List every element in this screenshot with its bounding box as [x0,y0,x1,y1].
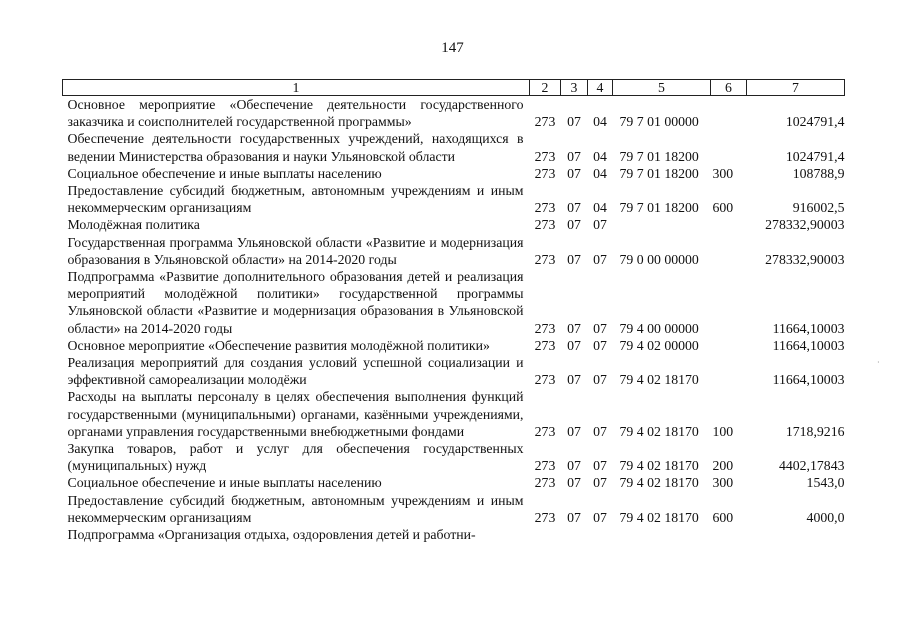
amount: 1718,9216 [785,423,845,439]
admin-code: 273 [534,458,556,474]
table-row [63,492,845,526]
target-article-code: 79 4 00 00000 [619,320,699,336]
item-name: Молодёжная политика [67,217,200,233]
target-article-code [613,216,711,233]
section-code: 07 [567,200,581,216]
admin-code: 273 [534,251,556,267]
table-row [63,388,845,440]
section-code: 07 [567,423,581,439]
admin-code: 273 [534,423,556,439]
item-name: Предоставление субсидий бюджетным, автономным учреждениям и иным некоммерческим организациям [67,183,524,216]
table-row [63,216,845,233]
table-row [63,354,845,388]
expense-type-code [711,526,747,543]
subsection-code: 04 [593,148,607,164]
amount: 108788,9 [792,165,845,181]
subsection-code: 07 [593,372,607,388]
item-name: Государственная программа Ульяновской области «Развитие и модернизация образования в Ульяновской области» на 2014-2020 годы [67,234,524,267]
section-code: 07 [567,475,581,491]
amount: 11664,10003 [772,372,845,388]
admin-code: 273 [534,217,556,233]
target-article-code: 79 7 01 18200 [619,148,699,164]
admin-code: 273 [534,165,556,181]
amount: 4402,17843 [778,458,845,474]
subsection-code: 07 [593,320,607,336]
item-name: Закупка товаров, работ и услуг для обеспечения государственных (муниципальных) нужд [67,441,524,474]
amount: 11664,10003 [772,320,845,336]
margin-mark: · [877,358,880,367]
expense-type-code: 100 [712,423,734,439]
table-row [63,96,845,131]
expense-type-code [711,354,747,388]
item-name: Предоставление субсидий бюджетным, автономным учреждениям и иным некоммерческим организациям [67,492,524,525]
item-name: Подпрограмма «Развитие дополнительного образования детей и реализация мероприятий молодёжной политики» государственной программы Ульяновской области «Развитие и модернизация образования в Ульяновской области» на 2014-2020 годы [67,269,524,336]
subsection-code [588,526,613,543]
amount: 1024791,4 [785,114,845,130]
page-number: 147 [441,40,464,56]
expense-type-code [711,337,747,354]
section-code: 07 [567,320,581,336]
subsection-code: 07 [593,251,607,267]
expense-type-code: 600 [712,509,734,525]
header-cell-7: 7 [747,80,845,96]
subsection-code: 04 [593,114,607,130]
admin-code: 273 [534,320,556,336]
item-name: Основное мероприятие «Обеспечение развития молодёжной политики» [67,337,490,353]
budget-table [62,79,845,543]
target-article-code: 79 0 00 00000 [619,251,699,267]
item-name: Реализация мероприятий для создания условий успешной социализации и эффективной самореализации молодёжи [67,355,524,388]
expense-type-code [711,96,747,131]
subsection-code: 07 [593,509,607,525]
amount: 4000,0 [806,509,845,525]
subsection-code: 07 [593,475,607,491]
table-row [63,337,845,354]
section-code: 07 [567,372,581,388]
target-article-code: 79 4 02 18170 [619,423,699,439]
subsection-code: 04 [593,165,607,181]
admin-code: 273 [534,114,556,130]
table-header [63,80,845,96]
item-name: Расходы на выплаты персоналу в целях обеспечения выполнения функций государственными (муниципальными) органами, казёнными учреждениями, органами управления государственными внебюджетными фондами [67,389,524,439]
table-row [63,268,845,337]
admin-code: 273 [534,509,556,525]
subsection-code: 07 [593,458,607,474]
section-code: 07 [567,251,581,267]
subsection-code: 07 [593,423,607,439]
section-code: 07 [567,165,581,181]
item-name: Подпрограмма «Организация отдыха, оздоровления детей и работни- [67,527,476,543]
table-row [63,474,845,491]
subsection-code: 07 [593,217,607,233]
expense-type-code [711,216,747,233]
subsection-code: 07 [593,337,607,353]
item-name: Социальное обеспечение и иные выплаты населению [67,165,382,181]
expense-type-code [711,130,747,164]
target-article-code: 79 4 02 18170 [619,509,699,525]
section-code: 07 [567,458,581,474]
admin-code [530,526,561,543]
expense-type-code: 300 [712,165,734,181]
amount: 1543,0 [806,475,845,491]
target-article-code: 79 7 01 00000 [619,114,699,130]
expense-type-code: 200 [712,458,734,474]
item-name: Основное мероприятие «Обеспечение деятельности государственного заказчика и соисполнителей государственной программы» [67,97,524,130]
expense-type-code [711,268,747,337]
subsection-code: 04 [593,200,607,216]
table-row [63,526,845,543]
admin-code: 273 [534,148,556,164]
amount: 11664,10003 [772,337,845,353]
admin-code: 273 [534,337,556,353]
item-name: Обеспечение деятельности государственных учреждений, находящихся в ведении Министерства образования и науки Ульяновской области [67,131,524,164]
expense-type-code: 600 [712,200,734,216]
header-cell-3: 3 [561,80,588,96]
target-article-code: 79 7 01 18200 [619,200,699,216]
section-code: 07 [567,509,581,525]
amount: 916002,5 [792,200,845,216]
amount: 278332,90003 [765,251,845,267]
item-name: Социальное обеспечение и иные выплаты населению [67,475,382,491]
table-row [63,165,845,182]
target-article-code: 79 4 02 00000 [619,337,699,353]
expense-type-code [711,234,747,268]
amount: 278332,90003 [765,217,845,233]
target-article-code: 79 4 02 18170 [619,475,699,491]
header-cell-1: 1 [63,80,530,96]
target-article-code: 79 7 01 18200 [619,165,699,181]
admin-code: 273 [534,475,556,491]
target-article-code: 79 4 02 18170 [619,372,699,388]
amount [747,526,845,543]
target-article-code: 79 4 02 18170 [619,458,699,474]
header-cell-2: 2 [530,80,561,96]
table-row [63,130,845,164]
header-cell-4: 4 [588,80,613,96]
admin-code: 273 [534,372,556,388]
section-code [561,526,588,543]
admin-code: 273 [534,200,556,216]
target-article-code [613,526,711,543]
table-body [63,96,845,544]
expense-type-code: 300 [712,475,734,491]
section-code: 07 [567,217,581,233]
section-code: 07 [567,114,581,130]
header-row [63,80,845,96]
table-row [63,234,845,268]
section-code: 07 [567,148,581,164]
header-cell-6: 6 [711,80,747,96]
amount: 1024791,4 [785,148,845,164]
table-row [63,440,845,474]
table-row [63,182,845,216]
header-cell-5: 5 [613,80,711,96]
section-code: 07 [567,337,581,353]
